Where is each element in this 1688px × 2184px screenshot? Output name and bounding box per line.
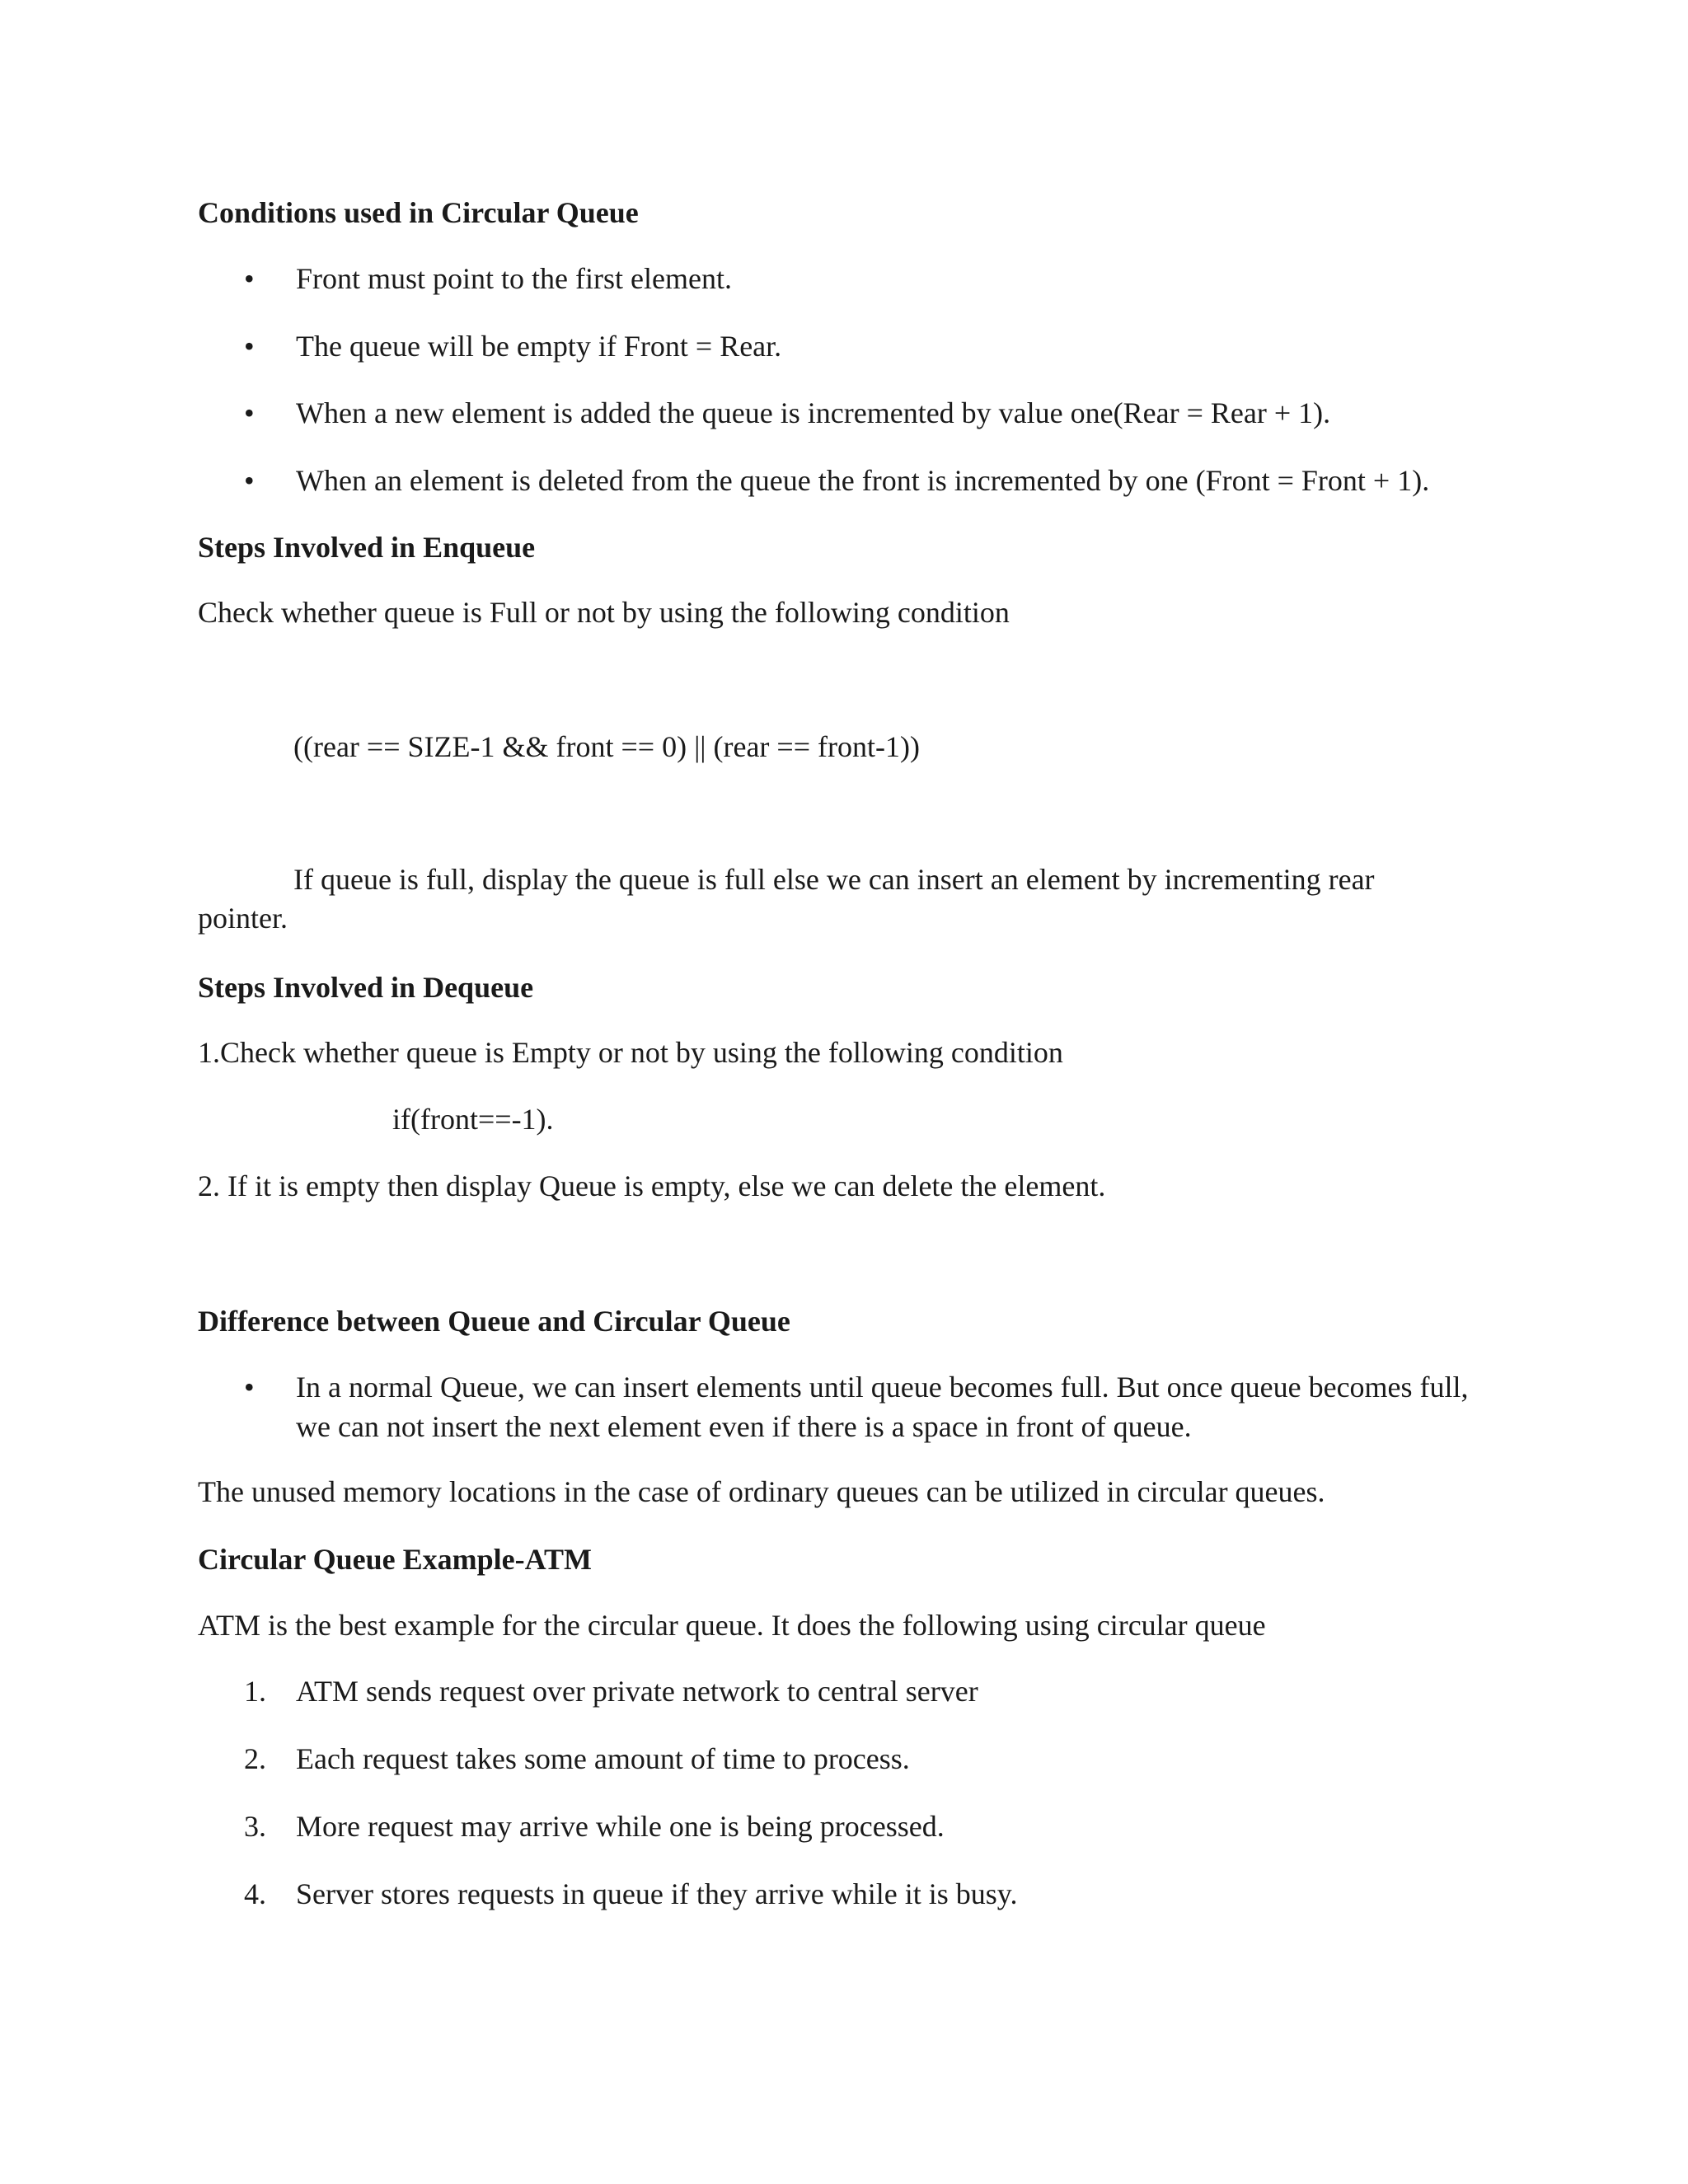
- list-item: ATM sends request over private network to central server: [296, 1675, 978, 1708]
- dequeue-condition: if(front==-1).: [392, 1103, 554, 1136]
- heading-enqueue: Steps Involved in Enqueue: [198, 531, 536, 564]
- bullet-marker: •: [244, 262, 255, 295]
- difference-bullet-line2: we can not insert the next element even if there is a space in front of queue.: [296, 1410, 1192, 1443]
- list-number: 2.: [244, 1742, 266, 1775]
- bullet-marker: •: [244, 396, 255, 429]
- list-item: The queue will be empty if Front = Rear.: [296, 330, 782, 363]
- bullet-marker: •: [244, 1371, 255, 1404]
- enqueue-paragraph-line2: pointer.: [198, 902, 288, 935]
- enqueue-paragraph-line1: If queue is full, display the queue is full else we can insert an element by incrementing rear: [293, 863, 1375, 896]
- enqueue-condition: ((rear == SIZE-1 && front == 0) || (rear == front-1)): [293, 730, 920, 763]
- list-item: When a new element is added the queue is incremented by value one(Rear = Rear + 1).: [296, 396, 1331, 429]
- dequeue-step2: 2. If it is empty then display Queue is empty, else we can delete the element.: [198, 1169, 1106, 1202]
- heading-dequeue: Steps Involved in Dequeue: [198, 971, 534, 1004]
- atm-intro: ATM is the best example for the circular queue. It does the following using circular queue: [198, 1609, 1266, 1642]
- list-number: 4.: [244, 1877, 266, 1910]
- enqueue-intro: Check whether queue is Full or not by using the following condition: [198, 596, 1010, 629]
- difference-paragraph: The unused memory locations in the case of ordinary queues can be utilized in circular queues.: [198, 1475, 1325, 1508]
- bullet-marker: •: [244, 464, 255, 497]
- list-item: More request may arrive while one is being processed.: [296, 1810, 945, 1843]
- heading-atm: Circular Queue Example-ATM: [198, 1543, 592, 1576]
- list-number: 3.: [244, 1810, 266, 1843]
- list-item: Server stores requests in queue if they arrive while it is busy.: [296, 1877, 1018, 1910]
- heading-difference: Difference between Queue and Circular Queue: [198, 1305, 790, 1338]
- dequeue-step1: 1.Check whether queue is Empty or not by using the following condition: [198, 1036, 1063, 1069]
- list-number: 1.: [244, 1675, 266, 1708]
- list-item: Each request takes some amount of time to process.: [296, 1742, 910, 1775]
- heading-circular-conditions: Conditions used in Circular Queue: [198, 196, 639, 229]
- bullet-marker: •: [244, 330, 255, 363]
- list-item: When an element is deleted from the queue the front is incremented by one (Front = Front + 1).: [296, 464, 1430, 497]
- difference-bullet-line1: In a normal Queue, we can insert elements until queue becomes full. But once queue becomes full,: [296, 1371, 1469, 1404]
- list-item: Front must point to the first element.: [296, 262, 732, 295]
